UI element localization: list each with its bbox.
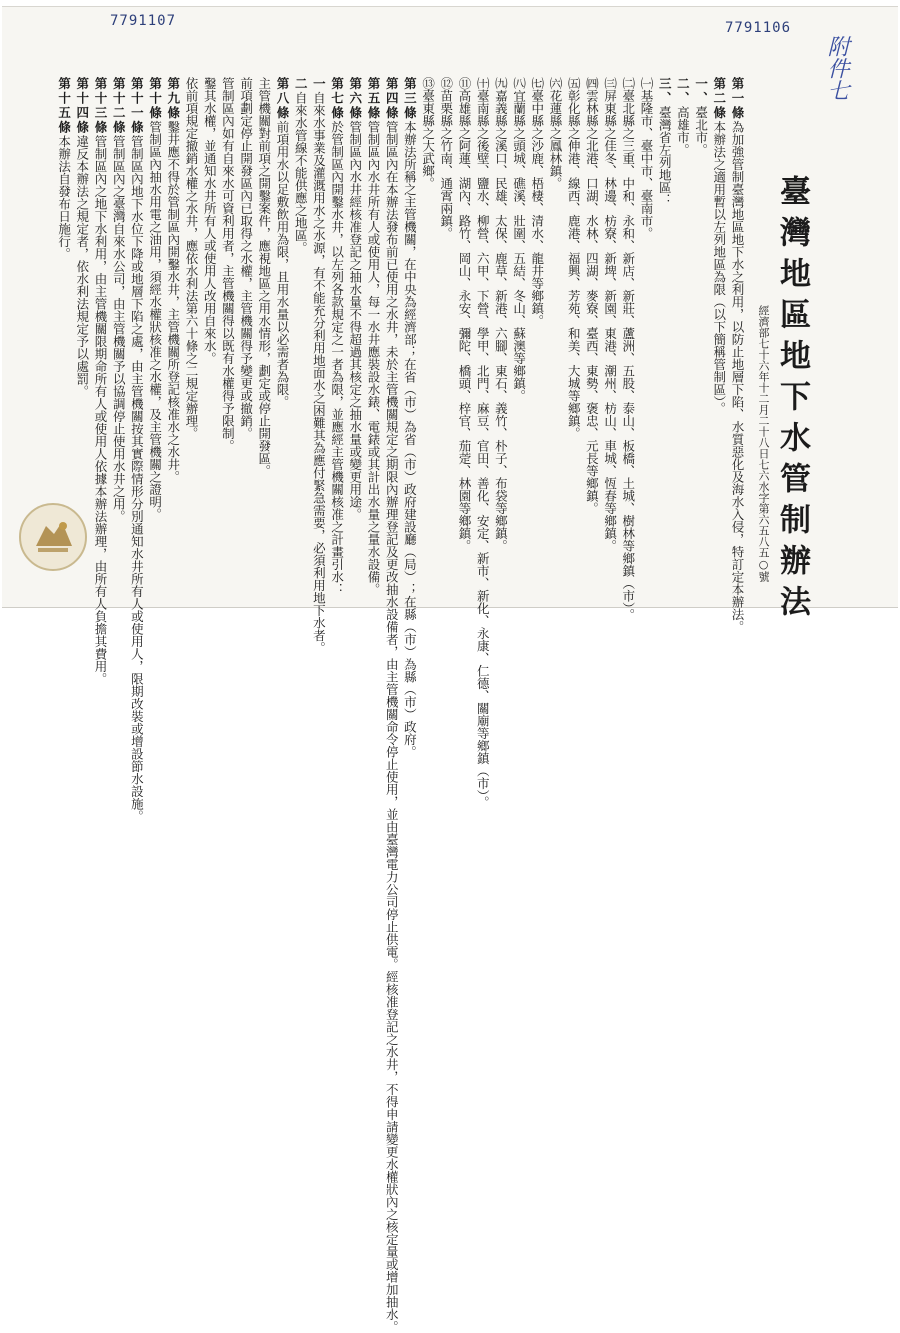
article-column xyxy=(456,77,472,547)
article-text: ㈨嘉義縣之溪口、民雄、太保、鹿草、新港、六腳、東石、義竹、朴子、布袋等鄉鎮。 xyxy=(493,77,508,552)
article-text: ㈤彰化縣之伸港、線西、鹿港、福興、芳苑、和美、大城等鄉鎮。 xyxy=(566,77,581,440)
article-column xyxy=(474,77,490,547)
article-heading: 第五條 xyxy=(366,77,381,121)
article-text: 管制區內如有自來水可資利用者，主管機關得以既有水權得予限制。 xyxy=(220,77,235,452)
article-heading: 第十條 xyxy=(148,77,163,121)
article-column xyxy=(420,77,436,547)
article-text: ⑬臺東縣之大武鄉。 xyxy=(421,77,436,190)
article-text: ㈦臺中縣之沙鹿、梧棲、清水、龍井等鄉鎮。 xyxy=(530,77,545,327)
article-column xyxy=(383,77,399,547)
article-text: 管制區內之臺灣自來水公司，由主管機關予以協調停止使用水井之用。 xyxy=(111,135,126,523)
article-column xyxy=(674,77,690,547)
article-column xyxy=(401,77,417,547)
article-text: ㈣雲林縣之北港、口湖、水林、四湖、麥寮、臺西、東勢、褒忠、元長等鄉鎮。 xyxy=(584,77,599,515)
article-column xyxy=(347,77,363,547)
article-column xyxy=(656,77,672,547)
article-text: 本辦法之適用暫以左列地區為限（以下簡稱管制區）。 xyxy=(712,121,727,415)
article-heading: 第十三條 xyxy=(93,77,108,135)
article-column xyxy=(492,77,508,547)
article-column xyxy=(729,77,745,547)
article-column xyxy=(110,77,126,547)
article-column xyxy=(511,77,527,547)
article-text: 自來水事業及灌溉用水之水源，有不能充分利用地面水之困難其為應付緊急需要，必須利用地下水者。 xyxy=(311,92,326,655)
article-text: 主管機關對前項之開鑿案件，應視地區之用水情形，劃定或停止開發區。 xyxy=(257,77,272,477)
article-text: ㈥花蓮縣之鳳林鎮。 xyxy=(548,77,563,190)
article-column xyxy=(92,77,108,547)
article-column xyxy=(583,77,599,547)
article-heading: 第三條 xyxy=(402,77,417,121)
article-column xyxy=(292,77,308,547)
article-text: 管制區內之地下水利用，由主管機關限期命所有人或使用人依據本辦法辦理，由所有人負擔其費用。 xyxy=(93,135,108,685)
article-column xyxy=(128,77,144,547)
article-text: 前項用水以足敷飲用為限，且用水量以必需者為限。 xyxy=(275,121,290,409)
article-text: 依前項規定撤銷水權之水井，應依水利法第六十條之二規定辦理。 xyxy=(184,77,199,440)
article-text: ㈧宜蘭縣之頭城、礁溪、壯圍、五結、冬山、蘇澳等鄉鎮。 xyxy=(512,77,527,402)
article-heading: 第四條 xyxy=(384,77,399,121)
article-column xyxy=(565,77,581,547)
article-column xyxy=(620,77,636,547)
article-heading: 二、 xyxy=(675,77,690,106)
article-heading: 三、 xyxy=(657,77,672,106)
document-page xyxy=(2,6,898,608)
article-text: 本辦法自發布日施行。 xyxy=(57,135,72,260)
article-text: 管制區內水井經核准登記之抽水量不得超過其核定之抽水量或變更用途。 xyxy=(348,121,363,521)
article-column xyxy=(365,77,381,547)
article-text: 本辦法所稱之主管機關，在中央為經濟部；在省（市）為省（市）政府建設廳（局）；在縣（市）為縣（市）政府。 xyxy=(402,121,417,759)
decree-reference: 經濟部七十六年十二月二十八日七六水字第六五八五○號 xyxy=(755,305,771,545)
article-text: 管制區內抽水用電之油用，須經水權狀核准之水權，及主管機關之證明。 xyxy=(148,121,163,521)
attachment-note: 附件七 xyxy=(820,35,850,101)
article-text: 自來水管線不能供應之地區。 xyxy=(293,92,308,255)
article-text: 前項劃定停止開發區內已取得之水權，主管機關得予變更或撤銷。 xyxy=(239,77,254,440)
article-text: 鑿井應不得於管制區內開鑿水井，主管機關所登記核准水之水井。 xyxy=(166,121,181,484)
article-text: 管制區內在本辦法發布前已使用之水井，未於主管機關規定之期限內辦理登記及更改抽水設備者，由主管機關命令停止使用，並由臺灣電力公司停止供電。經核准登記之水井，不得申請變更水權狀內之核定量或增加抽水。 xyxy=(384,121,399,1333)
article-column xyxy=(147,77,163,547)
article-heading: 第六條 xyxy=(348,77,363,121)
article-column xyxy=(693,77,709,547)
archive-number-left: 7791107 xyxy=(110,13,176,29)
article-heading: 第十四條 xyxy=(75,77,90,135)
article-text: 違反本辦法之規定者，依水利法規定予以處罰。 xyxy=(75,135,90,398)
article-heading: 第七條 xyxy=(330,77,345,121)
article-heading: 第八條 xyxy=(275,77,290,121)
article-text: 管制區內地下水位下降或地層下陷之處，由主管機關按其實際情形分別通知水井所有人或使用人，限期改裝或增設節水設施。 xyxy=(129,135,144,823)
archive-seal-icon xyxy=(16,500,90,574)
article-text: 鑿其水權，並通知水井所有人或使用人改用自來水。 xyxy=(202,77,217,365)
article-heading: 一 xyxy=(311,77,326,92)
article-text: ㈠基隆市、臺中市、臺南市。 xyxy=(639,77,654,240)
article-heading: 第一條 xyxy=(730,77,745,121)
article-text: ㈡臺北縣之三重、中和、永和、新店、新莊、蘆洲、五股、泰山、板橋、土城、樹林等鄉鎮（市）。 xyxy=(621,77,636,621)
article-column xyxy=(74,77,90,547)
article-text: 為加強管制臺灣地區地下水之利用，以防止地層下陷、水質惡化及海水入侵，特訂定本辦法。 xyxy=(730,121,745,634)
article-column xyxy=(602,77,618,547)
article-column xyxy=(547,77,563,547)
article-text: 高雄市。 xyxy=(675,106,690,156)
article-text: 臺灣省左列地區： xyxy=(657,106,672,206)
article-column xyxy=(201,77,217,547)
article-heading: 第十一條 xyxy=(129,77,144,135)
article-column xyxy=(274,77,290,547)
article-column xyxy=(183,77,199,547)
article-heading: 二 xyxy=(293,77,308,92)
article-text: ⑪高雄縣之阿蓮、湖內、路竹、岡山、永安、彌陀、橋頭、梓官、茄萣、林園等鄉鎮。 xyxy=(457,77,472,552)
article-heading: 第九條 xyxy=(166,77,181,121)
article-column xyxy=(438,77,454,547)
article-heading: 第十二條 xyxy=(111,77,126,135)
article-text: ㈩臺南縣之後壁、鹽水、柳營、六甲、下營、學甲、北門、麻豆、官田、善化、安定、新市、新化、永康、仁德、關廟等鄉鎮（市）。 xyxy=(475,77,490,808)
article-heading: 第二條 xyxy=(712,77,727,121)
document-title: 臺灣地區地下水管制辦法 xyxy=(772,175,812,465)
article-text: ⑫苗栗縣之竹南、通霄兩鎮。 xyxy=(439,77,454,240)
article-column xyxy=(238,77,254,547)
article-column xyxy=(165,77,181,547)
article-heading: 第十五條 xyxy=(57,77,72,135)
article-column xyxy=(256,77,272,547)
article-column xyxy=(329,77,345,547)
article-column xyxy=(711,77,727,547)
article-column xyxy=(56,77,72,547)
article-column xyxy=(529,77,545,547)
article-text: 臺北市。 xyxy=(694,106,709,156)
article-text: ㈢屏東縣之佳冬、林邊、枋寮、新埤、新園、東港、潮州、枋山、車城、恆春等鄉鎮。 xyxy=(603,77,618,552)
archive-number-right: 7791106 xyxy=(725,20,791,36)
article-text: 管制區內水井所有人或使用人，每一水井應裝設水錶、電錶或其計出水量之量水設備。 xyxy=(366,121,381,596)
article-column xyxy=(638,77,654,547)
article-column xyxy=(219,77,235,547)
article-text: 於管制區內開鑿水井，以左列各款規定之一者為限，並應經主管機關核准之計畫引水： xyxy=(330,121,345,596)
article-column xyxy=(310,77,326,547)
article-heading: 一、 xyxy=(694,77,709,106)
